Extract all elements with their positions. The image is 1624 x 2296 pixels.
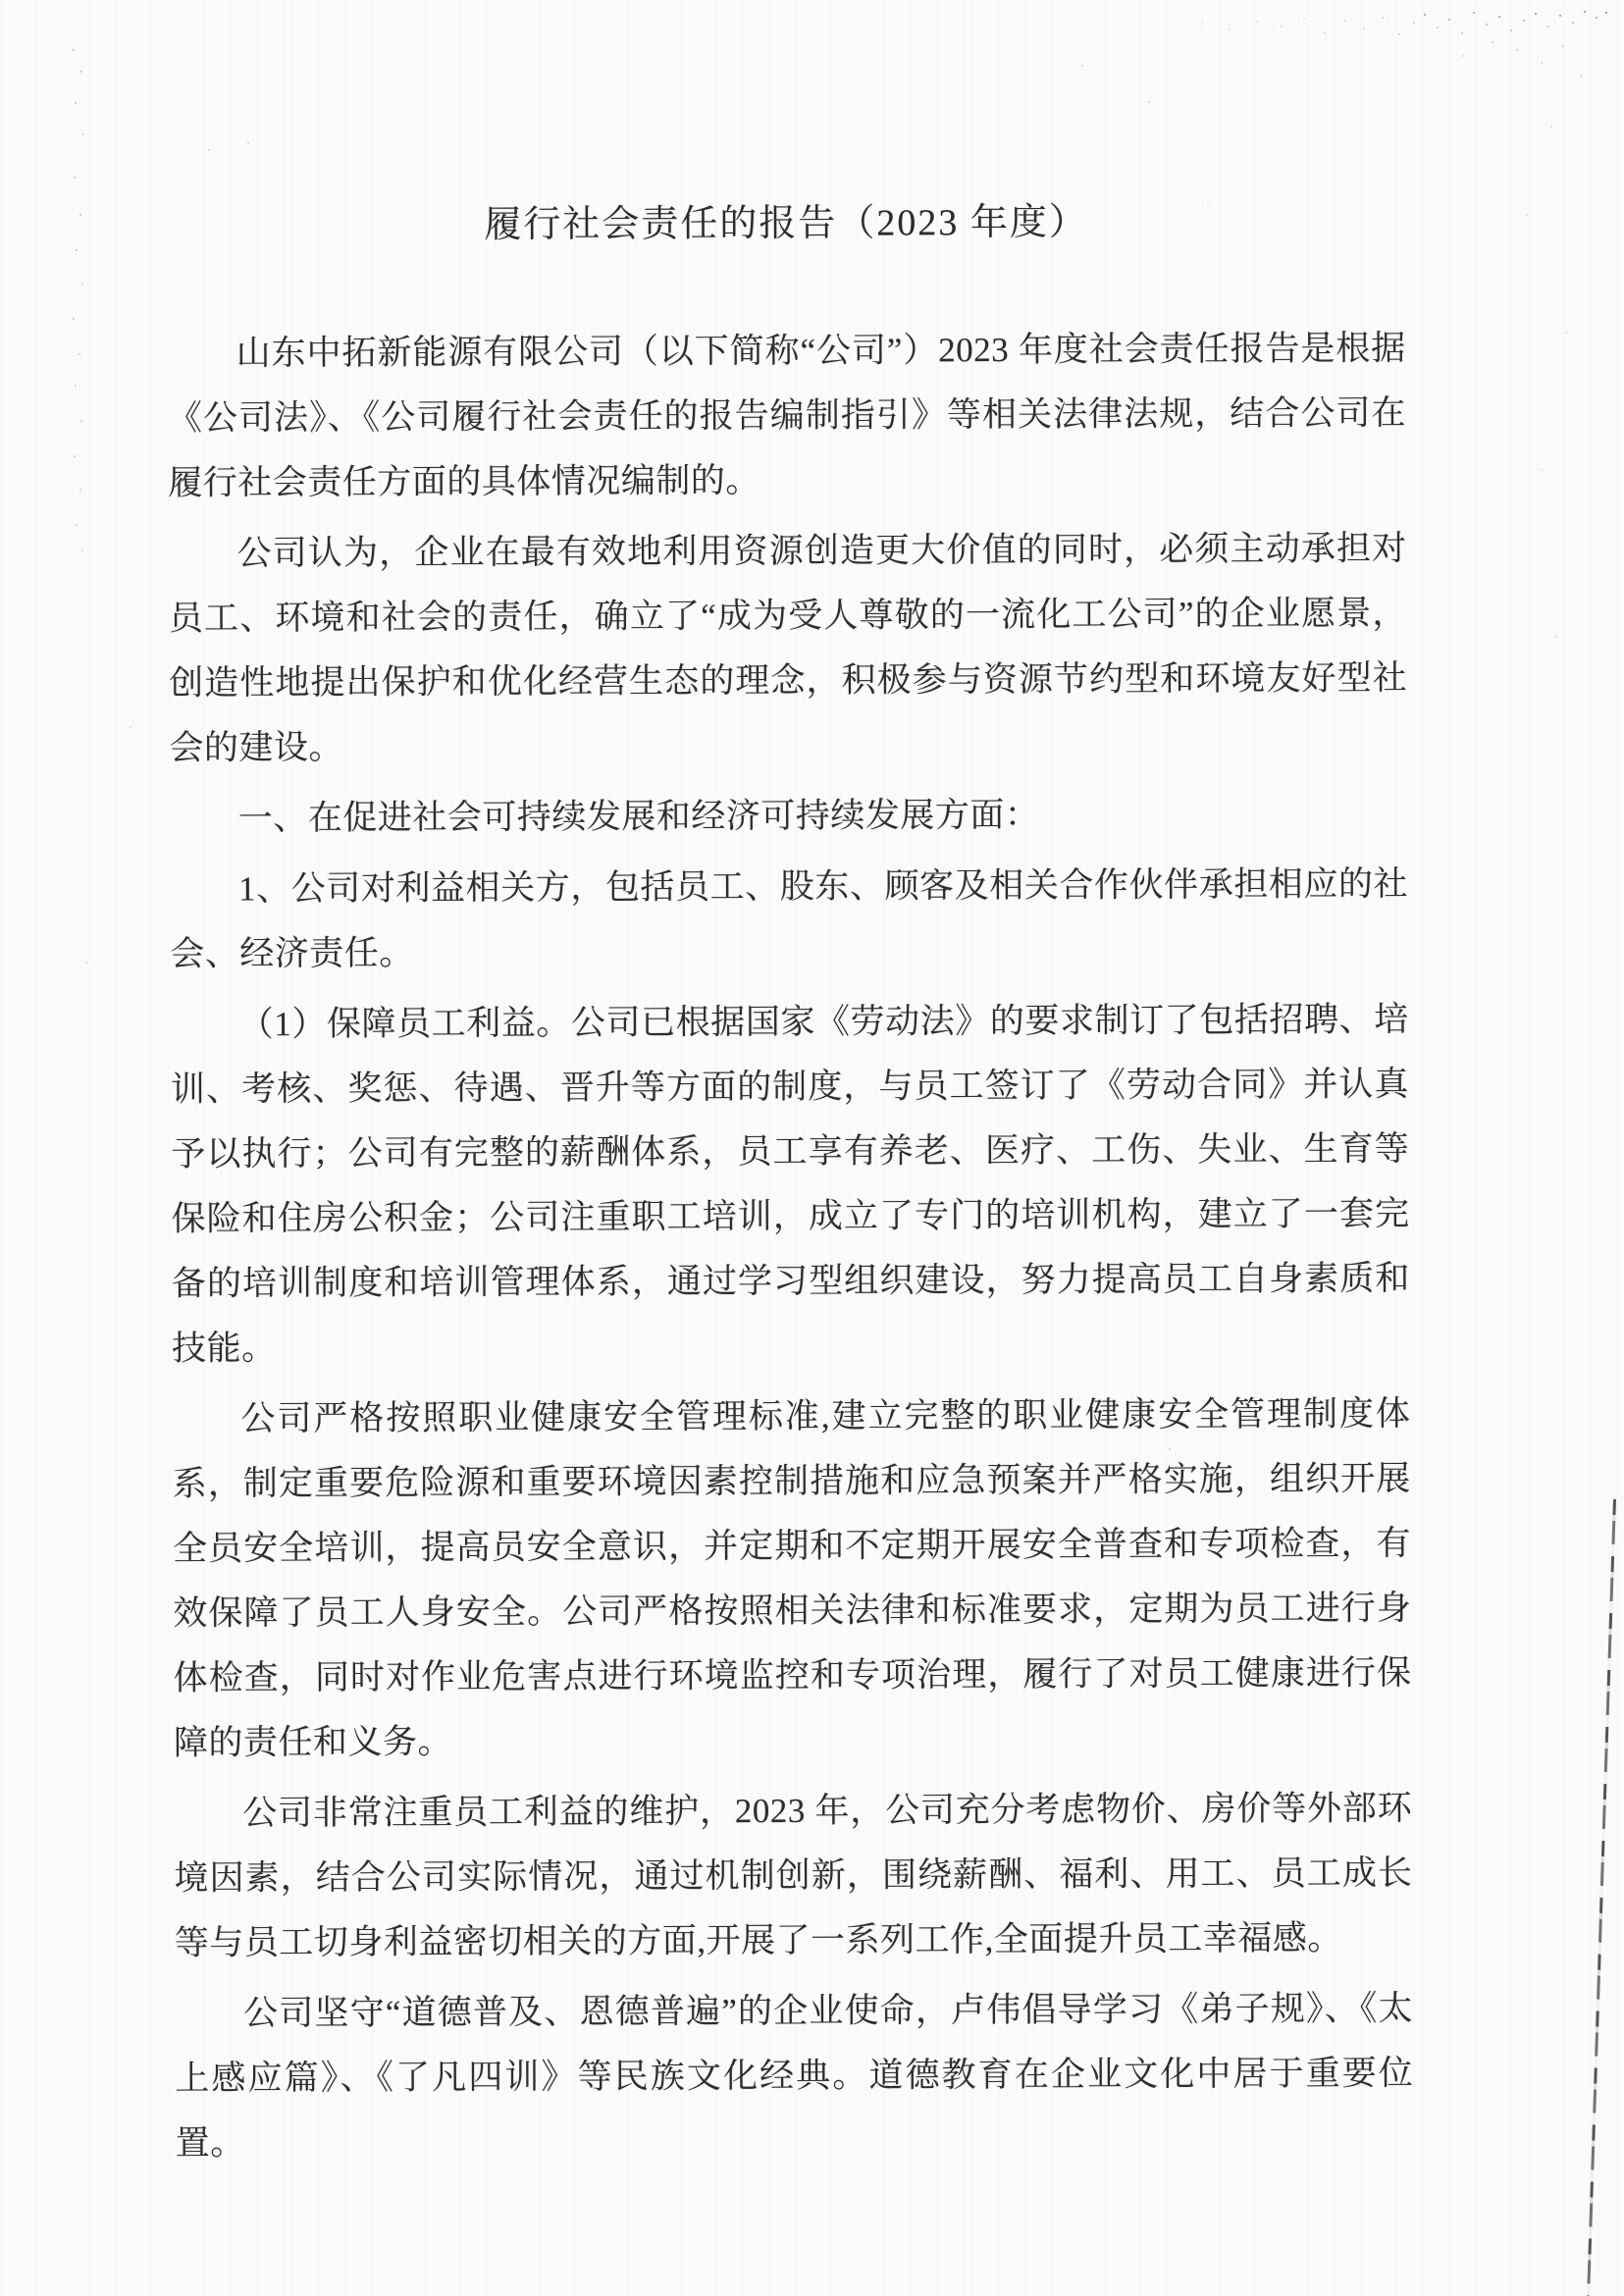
scan-noise-top-right [1609, 8, 1611, 10]
paragraph-health-safety: 公司严格按照职业健康安全管理标准,建立完整的职业健康安全管理制度体系，制定重要危险源和重要环境因素控制措施和应急预案并严格实施，组织开展全员安全培训，提高员安全意识，并定期和不定期开展安全普查和专项检查，有效保障了员工人身安全。公司严格按照相关法律和标准要求，定期为员工进行身体检查，同时对作业危害点进行环境监控和专项治理，履行了对员工健康进行保障的责任和义务。 [172, 1394, 1412, 1762]
paragraph-employee-rights: （1）保障员工利益。公司已根据国家《劳动法》的要求制订了包括招聘、培训、考核、奖惩、待遇、晋升等方面的制度，与员工签订了《劳动合同》并认真予以执行；公司有完整的薪酬体系，员工享有养老、医疗、工伤、失业、生育等保险和住房公积金；公司注重职工培训，成立了专门的培训机构，建立了一套完备的培训制度和培训管理体系，通过学习型组织建设，努力提高员工自身素质和技能。 [170, 1000, 1410, 1368]
paragraph-employee-welfare: 公司非常注重员工利益的维护，2023 年，公司充分考虑物价、房价等外部环境因素，结合公司实际情况，通过机制创新，围绕薪酬、福利、用工、员工成长等与员工切身利益密切相关的方面,开展了一系列工作,全面提升员工幸福感。 [174, 1789, 1413, 1962]
paragraph-company-view: 公司认为，企业在最有效地利用资源创造更大价值的同时，必须主动承担对员工、环境和社会的责任，确立了“成为受人尊敬的一流化工公司”的企业愿景，创造性地提出保护和优化经营生态的理念，积极参与资源节约型和环境友好型社会的建设。 [168, 529, 1408, 767]
document-title: 履行社会责任的报告（2023 年度） [484, 201, 1088, 246]
scan-noise-left-trail [71, 39, 73, 41]
paragraph-intro: 山东中拓新能源有限公司（以下简称“公司”）2023 年度社会责任报告是根据《公司法》、《公司履行社会责任的报告编制指引》等相关法律法规，结合公司在履行社会责任方面的具体情况编制的。 [167, 329, 1407, 502]
scan-edge-line [1586, 1499, 1616, 2296]
paragraph-culture: 公司坚守“道德普及、恩德普遍”的企业使命，卢伟倡导学习《弟子规》、《太上感应篇》、《了凡四训》等民族文化经典。道德教育在企业文化中居于重要位置。 [175, 1989, 1414, 2163]
section-heading: 一、在促进社会可持续发展和经济可持续发展方面： [237, 795, 1040, 838]
document-body [167, 189, 1414, 2181]
paragraph-stakeholders: 1、公司对利益相关方，包括员工、股东、顾客及相关合作伙伴承担相应的社会、经济责任。 [170, 864, 1409, 973]
